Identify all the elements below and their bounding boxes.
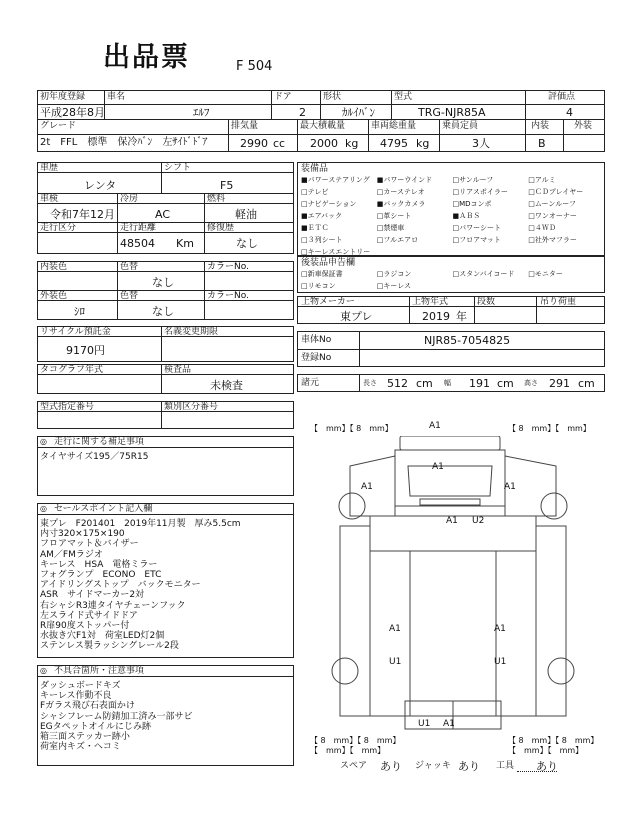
ext-color-value: ｼﾛ — [74, 305, 85, 318]
equipment-item: □フルエアロ — [376, 236, 419, 244]
equipment-item: □カーステレオ — [376, 188, 425, 196]
equipment-item: □４ＷＤ — [528, 224, 556, 232]
shift-label: シフト — [164, 163, 192, 173]
equipment-item: ■エアバック — [301, 212, 343, 220]
defects-list — [40, 681, 192, 752]
interior-label: 内装 — [531, 121, 550, 131]
grade-label: グレード — [40, 121, 77, 131]
equipment-item: ■ＡＢＳ — [452, 212, 481, 220]
equipment-item: ■パワーウインド — [376, 176, 433, 184]
gross-weight-unit: kg — [416, 137, 430, 150]
tread-top-left: 【 mm】【 8 mm】 — [310, 424, 393, 433]
ext-change-label: 色替 — [120, 291, 139, 301]
spare-label: スペア — [340, 761, 368, 771]
recycle-value: 9170円 — [66, 344, 105, 357]
equipment-item: □ムーンルーフ — [528, 200, 576, 208]
gross-weight-label: 車両総重量 — [371, 121, 417, 131]
sales-point-line: ステンレス製ラッシングレール2段 — [40, 641, 179, 652]
width-value: 191 — [469, 377, 490, 390]
damage-mark: U2 — [472, 516, 485, 526]
jack-value: あり — [458, 760, 480, 773]
distance-label: 走行距離 — [120, 223, 157, 233]
ext-change-value: なし — [152, 305, 174, 318]
cab-front — [395, 450, 505, 506]
repair-value: なし — [236, 237, 258, 250]
roof-outline — [400, 436, 500, 450]
damage-mark: A1 — [446, 516, 458, 526]
sales-point-line: 東プレ F201401 2019年11月製 厚み5.5cm — [40, 519, 241, 529]
option-item: □リモコン — [301, 282, 336, 290]
reg-value: 平成28年8月 — [40, 106, 105, 119]
tool-value: あり — [536, 760, 558, 773]
maker-label: 上物メーカー — [301, 297, 355, 307]
exterior-label: 外装 — [574, 121, 593, 131]
capacity-value: 3人 — [472, 137, 490, 150]
defect-line: 荷室内キズ・ヘコミ — [40, 742, 121, 753]
defects-heading: 不具合箇所・注意事項 — [54, 666, 145, 676]
equipment-label: 装備品 — [301, 164, 329, 174]
tread-top-right: 【 8 mm】【 mm】 — [508, 424, 591, 433]
option-item: □モニター — [528, 270, 563, 278]
inspection-label: 車検 — [40, 194, 59, 204]
class-no-label: 類別区分番号 — [164, 402, 219, 412]
model-no-label: 型式指定番号 — [40, 402, 95, 412]
distance-unit: Km — [176, 237, 194, 250]
km-class-label: 走行区分 — [40, 223, 77, 233]
body-year-label: 上物年式 — [412, 297, 449, 307]
sales-point-line: R扉90度ストッパー付 — [40, 621, 130, 632]
sales-point-line: フォグランプ ECONO ETC — [40, 570, 162, 581]
damage-mark: U1 — [418, 719, 431, 729]
option-item: □新車保証書 — [301, 270, 343, 278]
equipment-item: □キーレスエントリー — [301, 248, 371, 256]
gross-weight-value: 4795 — [380, 137, 408, 150]
tool-label: 工具 — [496, 761, 515, 771]
defect-line: ダッシュボードキズ — [40, 681, 121, 691]
left-panel — [340, 526, 370, 716]
jack-label: ジャッキ — [415, 761, 451, 771]
equipment-item: □ＣＤプレイヤー — [528, 188, 584, 196]
width-label: 幅 — [444, 379, 451, 387]
tread-bottom-right-1: 【 8 mm】【 8 mm】 — [508, 736, 599, 745]
width-unit: cm — [497, 377, 514, 390]
name-change-label: 名義変更期限 — [164, 327, 219, 337]
height-unit: cm — [578, 377, 595, 390]
defects-icon: ◎ — [40, 666, 47, 675]
damage-mark: A1 — [504, 482, 516, 492]
page-title: 出品票 — [103, 42, 190, 73]
model-value: TRG-NJR85A — [418, 106, 486, 119]
dims-label: 諸元 — [301, 378, 320, 388]
score-value: 4 — [566, 106, 573, 119]
damage-mark: A1 — [429, 421, 441, 431]
chassis-label: 車体No — [301, 335, 332, 345]
damage-mark: A1 — [443, 719, 455, 729]
rear-right-wheel — [548, 658, 574, 684]
equipment-item: □MDコンポ — [452, 200, 492, 208]
displacement-value: 2990 — [240, 137, 268, 150]
lift-label: 吊り荷重 — [540, 297, 577, 307]
equipment-item: □リアスポイラー — [452, 188, 508, 196]
displacement-label: 排気量 — [231, 121, 259, 131]
truck-diagram — [300, 436, 606, 731]
driving-notes-icon: ◎ — [40, 437, 47, 446]
sales-point-line: ASR サイドマーカー2対 — [40, 590, 145, 601]
history-value: レンタ — [84, 179, 117, 192]
tacho-label: タコグラフ年式 — [40, 365, 104, 375]
max-load-value: 2000 — [310, 137, 338, 150]
damage-mark: A1 — [389, 624, 401, 634]
sales-point-line: 内寸320×175×190 — [40, 529, 125, 540]
shift-value: F5 — [220, 179, 234, 192]
equipment-item: □テレビ — [301, 188, 329, 196]
equipment-item: □フロアマット — [452, 236, 501, 244]
equipment-item: □サンルーフ — [452, 176, 494, 184]
door-value: 2 — [299, 106, 306, 119]
options-label: 後装品申告欄 — [301, 258, 356, 268]
fuel-value: 軽油 — [235, 208, 257, 221]
grille — [420, 499, 480, 505]
score-label: 評価点 — [548, 92, 576, 102]
equipment-item: □パワーシート — [452, 224, 501, 232]
chassis-value: NJR85-7054825 — [424, 334, 511, 347]
option-item: □キーレス — [376, 282, 412, 290]
defect-line: キーレス作動不良 — [40, 691, 112, 702]
sales-points-heading: セールスポイント記入欄 — [54, 504, 153, 514]
sales-point-line: フロアマット＆バイザー — [40, 539, 139, 550]
defect-line: シャシフレーム防錆加工済み一部サビ — [40, 711, 193, 722]
shape-label: 形状 — [323, 92, 342, 102]
stage-label: 段数 — [477, 297, 496, 307]
interior-value: B — [538, 137, 546, 150]
sales-point-line: 水抜き穴F1対 荷室LED灯2個 — [40, 631, 165, 642]
height-label: 高さ — [524, 379, 538, 387]
recycle-label: リサイクル預託金 — [40, 327, 111, 337]
equipment-item: □ワンオーナー — [528, 212, 577, 220]
equipment-item: □３列シート — [301, 236, 343, 244]
damage-mark: A1 — [361, 482, 373, 492]
rear-left-wheel — [332, 658, 358, 684]
damage-mark: U1 — [389, 657, 402, 667]
ext-colorno-label: カラーNo. — [207, 291, 249, 301]
height-value: 291 — [549, 377, 570, 390]
damage-mark: A1 — [494, 624, 506, 634]
option-item: □スタンバイコード — [452, 270, 515, 278]
equipment-item: □革シート — [376, 212, 412, 220]
sales-point-line: 右シャシR3連タイヤチェーンフック — [40, 600, 186, 611]
maker-value: 東プレ — [340, 310, 373, 323]
windshield — [408, 466, 492, 496]
check-label: 検査品 — [164, 365, 192, 375]
spare-value: あり — [380, 760, 402, 773]
capacity-label: 乗員定員 — [442, 121, 479, 131]
length-value: 512 — [387, 377, 408, 390]
damage-mark: U1 — [494, 657, 507, 667]
body-year-value: 2019 — [422, 310, 450, 323]
sales-point-line: 左スライド式サイドドア — [40, 610, 138, 621]
shape-value: ｶﾙｲﾊﾞﾝ — [342, 106, 375, 119]
car-name-label: 車名 — [107, 92, 126, 102]
front-left-wheel — [339, 493, 365, 519]
equipment-item: □禁煙車 — [376, 224, 405, 232]
damage-mark: A1 — [432, 462, 444, 472]
defect-line: 箱三面ステッカー跡小 — [40, 732, 130, 743]
check-value: 未検査 — [210, 379, 243, 392]
lot-number: F 504 — [236, 59, 273, 74]
history-label: 車歴 — [40, 163, 59, 173]
equipment-item: □アルミ — [528, 176, 556, 184]
options-grid — [301, 268, 604, 292]
int-change-label: 色替 — [120, 262, 139, 272]
right-panel — [536, 526, 566, 716]
driving-notes-heading: 走行に関する補足事項 — [54, 437, 145, 447]
driving-notes-text: タイヤサイズ195／75R15 — [40, 452, 149, 462]
grade-value: 2t FFL 標準 保冷ﾊﾞﾝ 左ｻｲﾄﾞﾄﾞｱ — [40, 137, 208, 148]
sales-point-line: キーレス HSA 電格ミラー — [40, 559, 158, 570]
fuel-label: 燃料 — [207, 194, 226, 204]
tread-bottom-right-2: 【 mm】【 mm】 — [508, 746, 584, 755]
defect-line: Fガラス飛び石表面かけ — [40, 701, 135, 712]
displacement-unit: cc — [273, 137, 286, 150]
tread-bottom-left-2: 【 mm】【 mm】 — [310, 746, 386, 755]
int-color-label: 内装色 — [40, 262, 68, 272]
equipment-item: ■ＥＴＣ — [301, 224, 329, 232]
equipment-item: □ナビゲーション — [301, 200, 357, 208]
tread-bottom-left-1: 【 8 mm】【 8 mm】 — [310, 736, 401, 745]
option-item: □ラジコン — [376, 270, 412, 278]
cargo-box — [370, 516, 536, 716]
sales-point-line: アイドリングストップ バックモニター — [40, 580, 201, 591]
reg-label: 初年度登録 — [40, 92, 86, 102]
ac-value: AC — [155, 208, 171, 221]
sales-points-list — [40, 519, 241, 652]
door-label: ドア — [274, 92, 292, 102]
ac-label: 冷房 — [120, 194, 139, 204]
sales-points-icon: ◎ — [40, 504, 47, 513]
car-name-value: ｴﾙﾌ — [193, 106, 210, 119]
equipment-item: ■バックカメラ — [376, 200, 426, 208]
inspection-value: 令和7年12月 — [50, 208, 115, 221]
equipment-grid — [301, 174, 604, 258]
length-unit: cm — [416, 377, 433, 390]
sales-point-line: AM／FMラジオ — [40, 549, 103, 560]
reg-no-label: 登録No — [301, 353, 332, 363]
max-load-label: 最大積載量 — [300, 121, 346, 131]
int-colorno-label: カラーNo. — [207, 262, 249, 272]
equipment-item: □社外マフラー — [528, 236, 577, 244]
int-change-value: なし — [152, 276, 174, 289]
equipment-item: ■パワーステアリング — [301, 176, 370, 184]
length-label: 長さ — [363, 379, 377, 387]
defect-line: EGタペットオイルにじみ跡 — [40, 721, 151, 732]
ext-color-label: 外装色 — [40, 291, 68, 301]
body-year-unit: 年 — [456, 310, 467, 323]
distance-value: 48504 — [120, 237, 155, 250]
max-load-unit: kg — [345, 137, 359, 150]
model-label: 型式 — [394, 92, 413, 102]
front-right-wheel — [541, 493, 567, 519]
repair-label: 修復歴 — [207, 223, 235, 233]
